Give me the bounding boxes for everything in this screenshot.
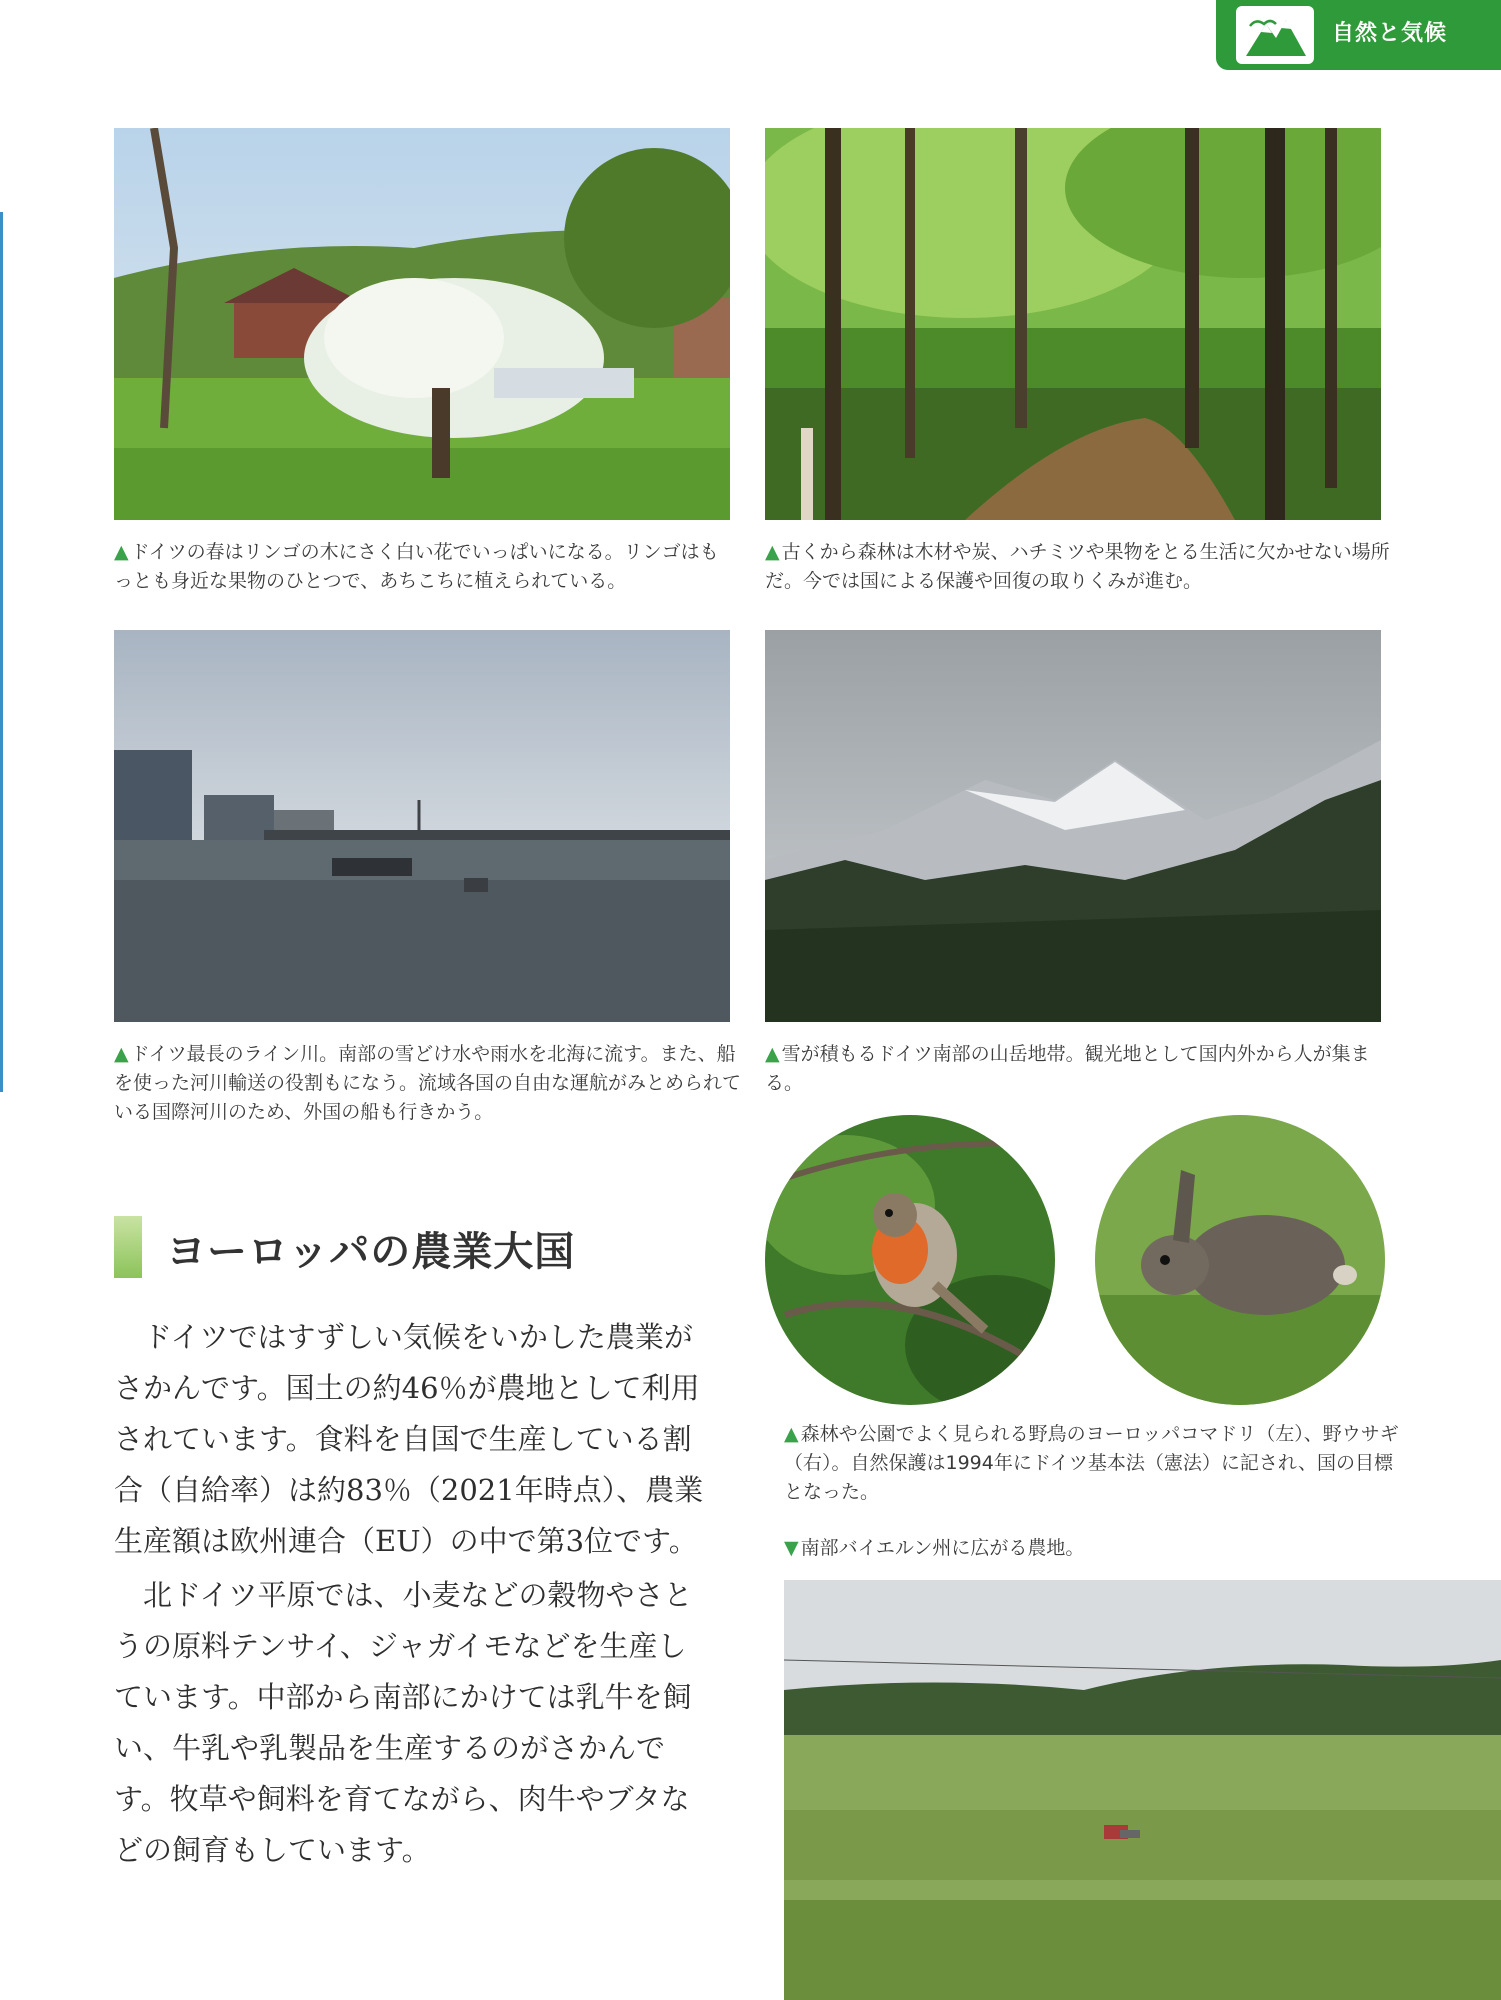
farmland-photo xyxy=(784,1580,1501,2000)
rabbit-photo xyxy=(1095,1115,1385,1405)
river-photo xyxy=(114,630,730,1022)
heading-accent-bar xyxy=(114,1216,142,1278)
mountain-photo xyxy=(765,630,1381,1022)
caption-mountains: ▲ 雪が積もるドイツ南部の山岳地帯。観光地として国内外から人が集まる。 xyxy=(765,1043,1370,1094)
robin-photo xyxy=(765,1115,1055,1405)
triangle-up-icon: ▲ xyxy=(114,541,129,563)
forest-photo xyxy=(765,128,1381,520)
apple-tree-photo xyxy=(114,128,730,520)
triangle-up-icon: ▲ xyxy=(765,541,780,563)
caption-farmland: ▼ 南部バイエルン州に広がる農地。 xyxy=(784,1537,1085,1559)
paragraph-2: 北ドイツ平原では、小麦などの穀物やさとうの原料テンサイ、ジャガイモなどを生産しています。中部から南部にかけては乳牛を飼い、牛乳や乳製品を生産するのがさかんです。牧草や飼料を育てながら、肉牛やブタなどの飼育もしています。 xyxy=(114,1578,693,1867)
caption-wildlife: ▲ 森林や公園でよく見られる野鳥のヨーロッパコマドリ（左）、野ウサギ（右）。自然保護は1994年にドイツ基本法（憲法）に記され、国の目標となった。 xyxy=(784,1423,1399,1503)
caption-forest: ▲ 古くから森林は木材や炭、ハチミツや果物をとる生活に欠かせない場所だ。今では国による保護や回復の取りくみが進む。 xyxy=(765,541,1390,592)
triangle-down-icon: ▼ xyxy=(784,1537,799,1559)
triangle-up-icon: ▲ xyxy=(765,1043,780,1065)
mountain-icon xyxy=(1236,6,1314,64)
chapter-tab xyxy=(1216,0,1501,70)
caption-rhine: ▲ ドイツ最長のライン川。南部の雪どけ水や雨水を北海に流す。また、船を使った河川輸送の役割もになう。流域各国の自由な運航がみとめられている国際河川のため、外国の船も行きかう。 xyxy=(114,1043,742,1123)
page-edge-bar xyxy=(0,212,3,1092)
paragraph-1: ドイツではすずしい気候をいかした農業がさかんです。国土の約46％が農地として利用されています。食料を自国で生産している割合（自給率）は約83％（2021年時点）、農業生産額は欧州連合（EU）の中で第3位です。 xyxy=(114,1320,704,1558)
triangle-up-icon: ▲ xyxy=(114,1043,129,1065)
chapter-label: 自然と気候 xyxy=(1332,21,1448,46)
triangle-up-icon: ▲ xyxy=(784,1423,799,1445)
heading-text: ヨーロッパの農業大国 xyxy=(166,1229,576,1275)
caption-apple: ▲ ドイツの春はリンゴの木にさく白い花でいっぱいになる。リンゴはもっとも身近な果物のひとつで、あちこちに植えられている。 xyxy=(114,541,719,592)
